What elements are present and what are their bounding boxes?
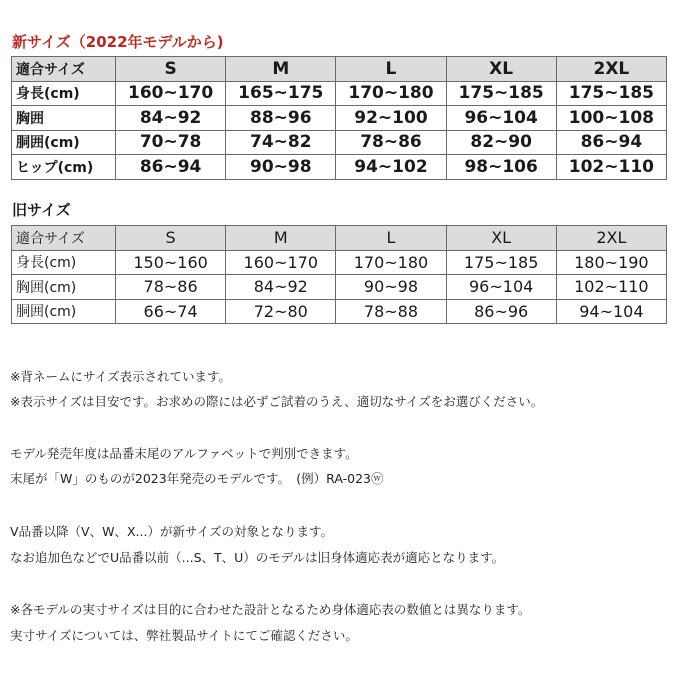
size-header-m: M [226,57,336,82]
table-row [12,250,667,275]
table-cell: 180~190 [556,250,666,275]
table-row [12,275,667,300]
table-cell: 86~94 [556,130,666,155]
table-cell: 78~88 [336,299,446,324]
table-cell: 102~110 [556,275,666,300]
table-cell: 100~108 [556,106,666,131]
size-header-m: M [226,226,336,251]
new-size-table [11,56,667,180]
table-cell: 84~92 [226,275,336,300]
row-label: ヒップ(cm) [12,155,116,180]
table-cell: 90~98 [336,275,446,300]
note-suffix-example: 末尾が「W」のものが2023年発売のモデルです。 (例）RA-023ⓦ [10,471,384,486]
table-cell: 175~185 [556,81,666,106]
table-row [12,130,667,155]
size-header-2xl: 2XL [556,57,666,82]
table-cell: 96~104 [446,106,556,131]
table-cell: 160~170 [226,250,336,275]
table-cell: 150~160 [116,250,226,275]
fit-size-header: 適合サイズ [12,226,116,251]
table-cell: 88~96 [226,106,336,131]
old-size-table [11,225,667,324]
table-cell: 90~98 [226,155,336,180]
table-row [12,106,667,131]
table-cell: 78~86 [336,130,446,155]
new-size-title: 新サイズ（2022年モデルから) [12,33,224,51]
row-label: 胴囲(cm) [12,299,116,324]
row-label: 胸囲(cm) [12,275,116,300]
size-header-2xl: 2XL [556,226,666,251]
header-row [12,57,667,82]
table-cell: 66~74 [116,299,226,324]
note-size-guide: ※表示サイズは目安です。お求めの際には必ずご試着のうえ、適切なサイズをお選びください。 [10,394,544,409]
table-cell: 74~82 [226,130,336,155]
table-cell: 82~90 [446,130,556,155]
size-header-l: L [336,226,446,251]
row-label: 胴囲(cm) [12,130,116,155]
table-row [12,81,667,106]
table-cell: 94~102 [336,155,446,180]
table-cell: 94~104 [556,299,666,324]
old-size-title: 旧サイズ [12,201,71,219]
size-header-s: S [116,226,226,251]
table-row [12,299,667,324]
table-cell: 160~170 [116,81,226,106]
table-cell: 170~180 [336,250,446,275]
table-cell: 96~104 [446,275,556,300]
table-cell: 78~86 [116,275,226,300]
size-header-xl: XL [446,226,556,251]
row-label: 身長(cm) [12,250,116,275]
size-header-xl: XL [446,57,556,82]
table-cell: 175~185 [446,81,556,106]
table-cell: 70~78 [116,130,226,155]
table-cell: 165~175 [226,81,336,106]
size-header-l: L [336,57,446,82]
table-cell: 170~180 [336,81,446,106]
fit-size-header: 適合サイズ [12,57,116,82]
table-cell: 86~94 [116,155,226,180]
table-cell: 102~110 [556,155,666,180]
table-cell: 84~92 [116,106,226,131]
note-model-year: モデル発売年度は品番末尾のアルファベットで判別できます。 [10,446,358,461]
note-actual-size: ※各モデルの実寸サイズは目的に合わせた設計となるため身体適応表の数値とは異なります。 [10,602,531,617]
note-new-size-target: V品番以降（V、W、X...）が新サイズの対象となります。 [10,524,333,539]
note-back-label: ※背ネームにサイズ表示されています。 [10,369,231,384]
note-product-site: 実寸サイズについては、弊社製品サイトにてご確認ください。 [10,628,358,643]
row-label: 身長(cm) [12,81,116,106]
row-label: 胸囲 [12,106,116,131]
table-cell: 86~96 [446,299,556,324]
table-cell: 92~100 [336,106,446,131]
header-row [12,226,667,251]
note-old-size-target: なお追加色などでU品番以前（...S、T、U）のモデルは旧身体適応表が適応となります。 [10,550,505,565]
table-row [12,155,667,180]
size-header-s: S [116,57,226,82]
table-cell: 98~106 [446,155,556,180]
table-cell: 72~80 [226,299,336,324]
table-cell: 175~185 [446,250,556,275]
